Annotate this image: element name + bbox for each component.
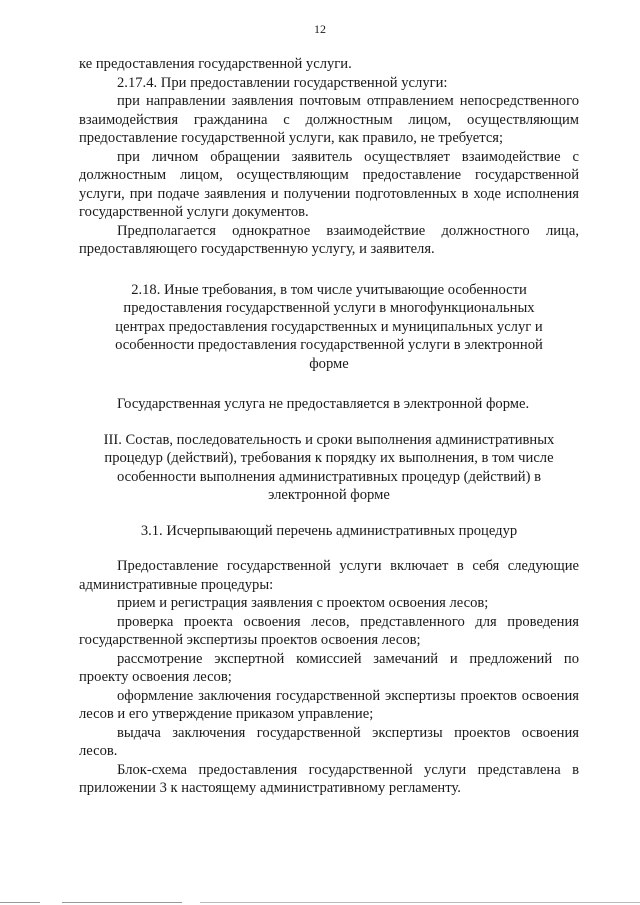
paragraph-flowchart-reference: Блок-схема предоставления государственной услуги представлена в приложении 3 к настоящему административному регламенту. (79, 761, 579, 796)
paragraph-postal: при направлении заявления почтовым отправлением непосредственного взаимодействия гражданина с должностным лицом, осуществляющим предоставление государственной услуги, как правило, не требуется; (79, 93, 579, 146)
list-item-procedure-2: проверка проекта освоения лесов, представленного для проведения государственной экспертизы проектов освоения лесов; (79, 613, 579, 648)
list-item-procedure-5: выдача заключения государственной экспертизы проектов освоения лесов. (79, 724, 579, 759)
heading-3-1: 3.1. Исчерпывающий перечень административных процедур (140, 522, 518, 539)
list-item-procedure-1: прием и регистрация заявления с проектом освоения лесов; (117, 595, 489, 611)
paragraph-procedures-intro: Предоставление государственной услуги включает в себя следующие административные процедуры: (79, 558, 579, 593)
paragraph-2-17-4: 2.17.4. При предоставлении государственной услуги: (117, 74, 448, 91)
paragraph-electronic-form: Государственная услуга не предоставляется в электронной форме. (117, 396, 530, 412)
list-item-procedure-4: оформление заключения государственной экспертизы проектов освоения лесов и его утверждение приказом управление; (79, 687, 579, 722)
page-number: 12 (314, 22, 326, 36)
paragraph-continuation: ке предоставления государственной услуги. (79, 56, 352, 72)
document-body (79, 55, 579, 798)
paragraph-single-interaction: Предполагается однократное взаимодействие должностного лица, предоставляющего государственную услугу, и заявителя. (79, 222, 579, 257)
paragraph-personal-visit: при личном обращении заявитель осуществляет взаимодействие с должностным лицом, осуществляющим предоставление государственной услуги, при подаче заявления и получении подготовленных в ходе исполнения государственной услуги документов. (79, 148, 579, 220)
heading-2-18: 2.18. Иные требования, в том числе учитывающие особенности предоставления государственной услуги в многофункциональных центрах предоставления государственных и муниципальных услуг и особенности предоставления государственной услуги в электронной форме (115, 281, 543, 372)
heading-section-3: III. Состав, последовательность и сроки выполнения административных процедур (действий), требования к порядку их выполнения, в том числе особенности выполнения административных процедур (действий) в электронной форме (103, 431, 555, 503)
scan-edge-lines (0, 899, 640, 905)
list-item-procedure-3: рассмотрение экспертной комиссией замечаний и предложений по проекту освоения лесов; (79, 650, 579, 685)
